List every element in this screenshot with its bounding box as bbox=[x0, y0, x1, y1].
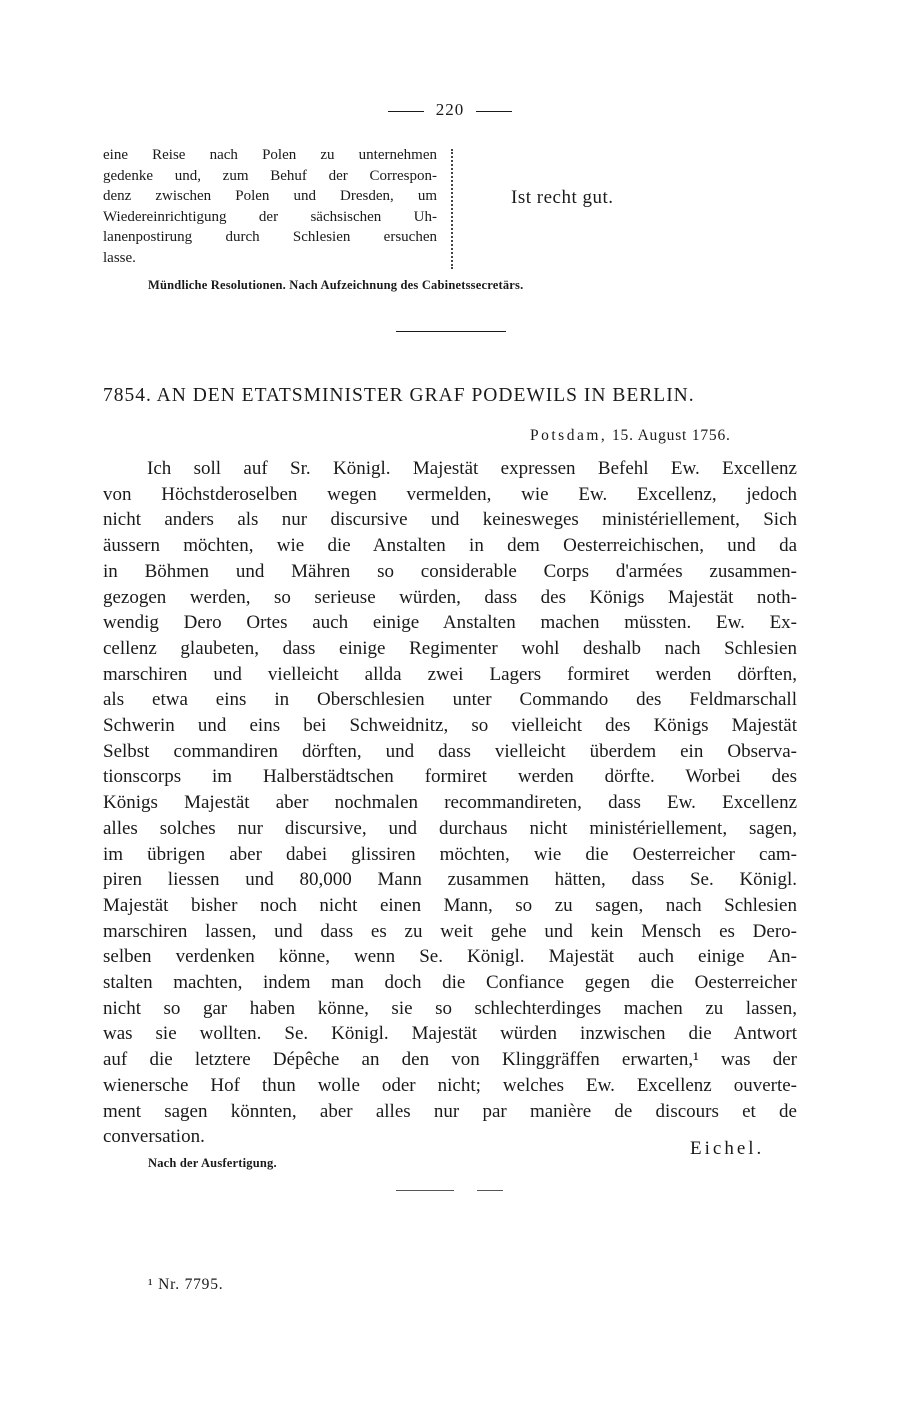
end-separator-right bbox=[477, 1190, 503, 1191]
body-line: alles solches nur discursive, und durchaus nicht ministériellement, sagen, bbox=[103, 817, 797, 839]
body-line: äussern möchten, wie die Anstalten in dem Oesterreichischen, und da bbox=[103, 535, 797, 557]
request-line: Wiedereinrichtigung der sächsischen Uh- bbox=[103, 208, 437, 225]
request-column bbox=[103, 145, 437, 269]
letter-date: 15. August 1756. bbox=[611, 427, 731, 444]
body-line: cellenz glaubeten, dass einige Regimenter wohl deshalb nach Schlesien bbox=[103, 637, 797, 659]
footnote: ¹ Nr. 7795. bbox=[148, 1276, 224, 1293]
body-line: im übrigen aber dabei glissiren möchten, wie die Oesterreicher cam- bbox=[103, 843, 797, 865]
request-line: gedenke und, zum Behuf der Correspon- bbox=[103, 167, 437, 184]
body-line: Selbst commandiren dörften, und dass vielleicht überdem ein Observa- bbox=[103, 740, 797, 762]
section-separator bbox=[396, 331, 506, 332]
body-line: marschiren lassen, und dass es zu weit gehe und kein Mensch es Dero- bbox=[103, 920, 797, 942]
body-line: conversation. bbox=[103, 1126, 205, 1148]
body-line: stalten machten, indem man doch die Confiance gegen die Oesterreicher bbox=[103, 972, 797, 994]
body-line: wienersche Hof thun wolle oder nicht; welches Ew. Excellenz ouverte- bbox=[103, 1074, 797, 1096]
page-number-dash-left bbox=[388, 111, 424, 112]
body-line: nicht anders als nur discursive und keinesweges ministériellement, Sich bbox=[103, 509, 797, 531]
signature: Eichel. bbox=[690, 1138, 765, 1159]
resolution-block bbox=[103, 145, 663, 270]
request-line: lanenpostirung durch Schlesien ersuchen bbox=[103, 229, 437, 246]
body-line: von Höchstderoselben wegen vermelden, wie Ew. Excellenz, jedoch bbox=[103, 483, 797, 505]
body-line: Königs Majestät aber nochmalen recommandireten, dass Ew. Excellenz bbox=[103, 792, 797, 814]
resolution-source-note: Mündliche Resolutionen. Nach Aufzeichnung des Cabinetssecretärs. bbox=[148, 278, 524, 292]
letter-source-note: Nach der Ausfertigung. bbox=[148, 1156, 277, 1170]
body-line: nicht so gar haben könne, sie so schlechterdinges machen zu lassen, bbox=[103, 997, 797, 1019]
page-number bbox=[0, 100, 900, 120]
end-separator-left bbox=[396, 1190, 454, 1191]
body-line: Ich soll auf Sr. Königl. Majestät expressen Befehl Ew. Excellenz bbox=[147, 458, 797, 479]
body-line: ment sagen könnten, aber alles nur par manière de discours et de bbox=[103, 1100, 797, 1122]
body-line: selben verdenken könne, wenn Se. Königl. Majestät auch einige An- bbox=[103, 946, 797, 968]
request-line: denz zwischen Polen und Dresden, um bbox=[103, 188, 437, 205]
letter-place: Potsdam, bbox=[530, 427, 608, 444]
body-line: als etwa eins in Oberschlesien unter Commando des Feldmarschall bbox=[103, 689, 797, 711]
body-line: tionscorps im Halberstädtschen formiret werden dörfte. Worbei des bbox=[103, 766, 797, 788]
place-date-line bbox=[530, 427, 790, 445]
body-line: auf die letztere Dépêche an den von Klinggräffen erwarten,¹ was der bbox=[103, 1049, 797, 1071]
body-line: in Böhmen und Mähren so considerable Corps d'armées zusammen- bbox=[103, 560, 797, 582]
request-line: eine Reise nach Polen zu unternehmen bbox=[103, 147, 437, 163]
body-line: wendig Dero Ortes auch einige Anstalten machen müssten. Ew. Ex- bbox=[103, 612, 797, 634]
body-line: Majestät bisher noch nicht einen Mann, so zu sagen, nach Schlesien bbox=[103, 894, 797, 916]
request-line: lasse. bbox=[103, 249, 136, 266]
page-number-dash-right bbox=[476, 111, 512, 112]
page-number-value: 220 bbox=[435, 100, 465, 119]
resolution-text: Ist recht gut. bbox=[511, 187, 614, 208]
letter-heading: 7854. AN DEN ETATSMINISTER GRAF PODEWILS IN BERLIN. bbox=[103, 385, 695, 406]
body-line: gezogen werden, so serieuse würden, dass des Königs Majestät noth- bbox=[103, 586, 797, 608]
body-line: piren liessen und 80,000 Mann zusammen hätten, dass Se. Königl. bbox=[103, 869, 797, 891]
body-line: Schwerin und eins bei Schweidnitz, so vielleicht des Königs Majestät bbox=[103, 715, 797, 737]
letter-body bbox=[103, 456, 797, 1150]
column-divider bbox=[451, 149, 453, 269]
body-line: marschiren und vielleicht allda zwei Lagers formiret werden dörften, bbox=[103, 663, 797, 685]
body-line: was sie wollten. Se. Königl. Majestät würden inzwischen die Antwort bbox=[103, 1023, 797, 1045]
